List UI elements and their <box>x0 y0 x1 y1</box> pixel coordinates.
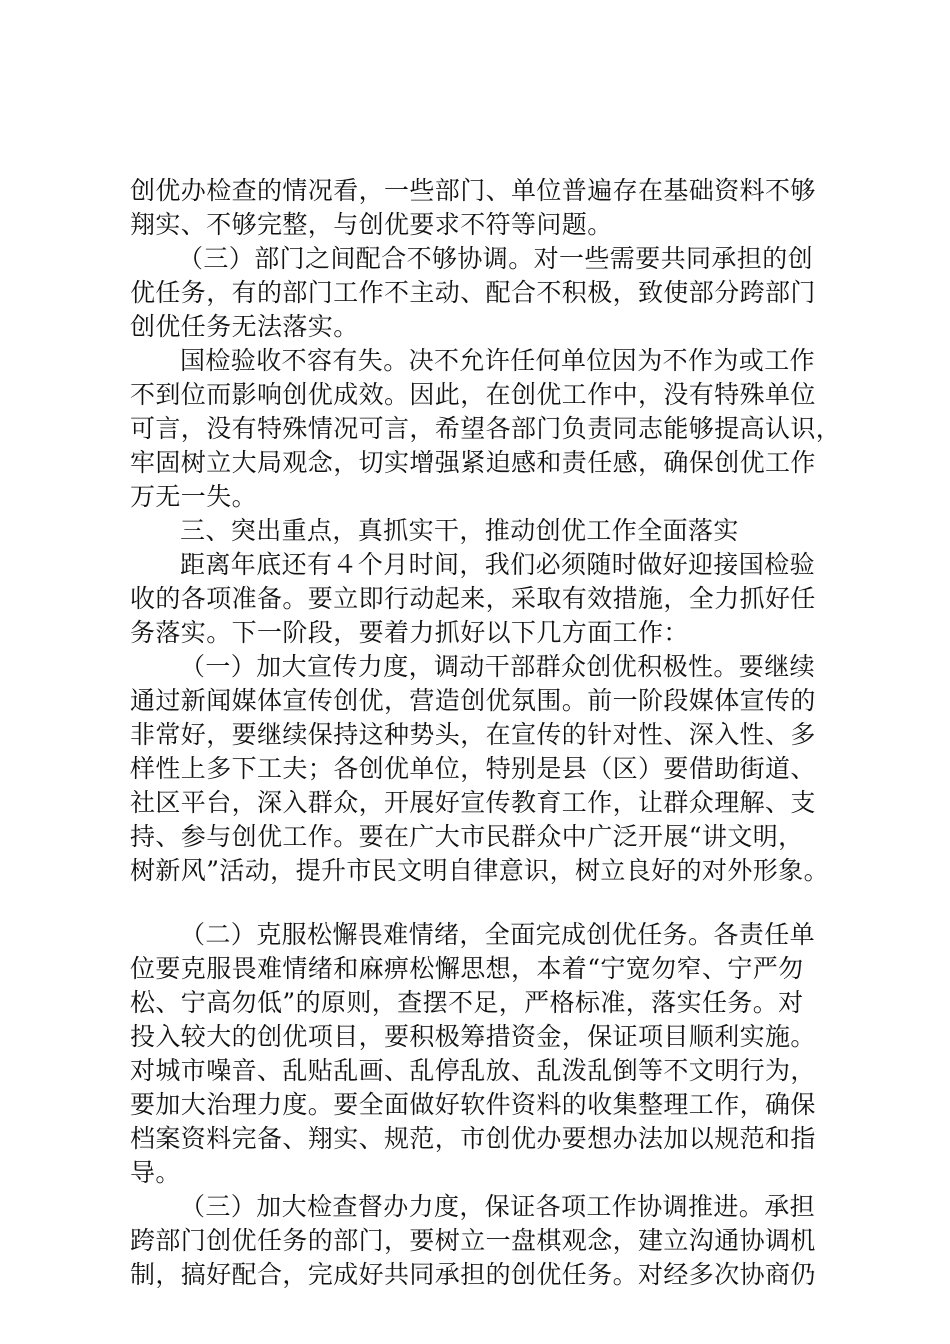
paragraph-line: （二）克服松懈畏难情绪，全面完成创优任务。各责任单 <box>180 920 816 949</box>
paragraph-line: 翔实、不够完整，与创优要求不符等问题。 <box>130 210 613 239</box>
paragraph-line: 对城市噪音、乱贴乱画、乱停乱放、乱泼乱倒等不文明行为， <box>130 1056 816 1085</box>
paragraph-line: 创优任务无法落实。 <box>130 312 359 341</box>
paragraph-line: 牢固树立大局观念，切实增强紧迫感和责任感，确保创优工作 <box>130 448 816 477</box>
paragraph-line: 不到位而影响创优成效。因此，在创优工作中，没有特殊单位 <box>130 380 816 409</box>
paragraph-line: 社区平台，深入群众，开展好宣传教育工作，让群众理解、支 <box>130 788 816 817</box>
paragraph-line: 制，搞好配合，完成好共同承担的创优任务。对经多次协商仍 <box>130 1260 816 1289</box>
paragraph-line: 非常好，要继续保持这种势头，在宣传的针对性、深入性、多 <box>130 720 816 749</box>
paragraph-line: 持、参与创优工作。要在广大市民群众中广泛开展“讲文明， <box>130 822 804 851</box>
paragraph-line: 跨部门创优任务的部门，要树立一盘棋观念，建立沟通协调机 <box>130 1226 816 1255</box>
paragraph-line: 万无一失。 <box>130 482 258 511</box>
paragraph-line: 档案资料完备、翔实、规范，市创优办要想办法加以规范和指 <box>130 1124 816 1153</box>
section-heading: 三、突出重点，真抓实干，推动创优工作全面落实 <box>180 516 739 545</box>
paragraph-line: 收的各项准备。要立即行动起来，采取有效措施，全力抓好任 <box>130 584 816 613</box>
paragraph-line: 通过新闻媒体宣传创优，营造创优氛围。前一阶段媒体宣传的 <box>130 686 816 715</box>
paragraph-line: 可言，没有特殊情况可言，希望各部门负责同志能够提高认识， <box>130 414 842 443</box>
paragraph-line: 创优办检查的情况看，一些部门、单位普遍存在基础资料不够 <box>130 176 816 205</box>
paragraph-line: 要加大治理力度。要全面做好软件资料的收集整理工作，确保 <box>130 1090 816 1119</box>
paragraph-line: 样性上多下工夫；各创优单位，特别是县（区）要借助街道、 <box>130 754 816 783</box>
paragraph-line: 投入较大的创优项目，要积极筹措资金，保证项目顺利实施。 <box>130 1022 816 1051</box>
paragraph-line: 松、宁高勿低”的原则，查摆不足，严格标准，落实任务。对 <box>130 988 804 1017</box>
paragraph-line: 优任务，有的部门工作不主动、配合不积极，致使部分跨部门 <box>130 278 816 307</box>
paragraph-line: 位要克服畏难情绪和麻痹松懈思想，本着“宁宽勿窄、宁严勿 <box>130 954 804 983</box>
paragraph-line: （一）加大宣传力度，调动干部群众创优积极性。要继续 <box>180 652 816 681</box>
paragraph-line: （三）加大检查督办力度，保证各项工作协调推进。承担 <box>180 1192 816 1221</box>
paragraph-line: 距离年底还有４个月时间，我们必须随时做好迎接国检验 <box>180 550 816 579</box>
paragraph-line: 导。 <box>130 1158 181 1187</box>
paragraph-line: （三）部门之间配合不够协调。对一些需要共同承担的创 <box>178 244 814 273</box>
paragraph-line: 树新风”活动，提升市民文明自律意识，树立良好的对外形象。 <box>130 856 829 885</box>
paragraph-line: 国检验收不容有失。决不允许任何单位因为不作为或工作 <box>180 346 816 375</box>
paragraph-line: 务落实。下一阶段，要着力抓好以下几方面工作： <box>130 618 689 647</box>
